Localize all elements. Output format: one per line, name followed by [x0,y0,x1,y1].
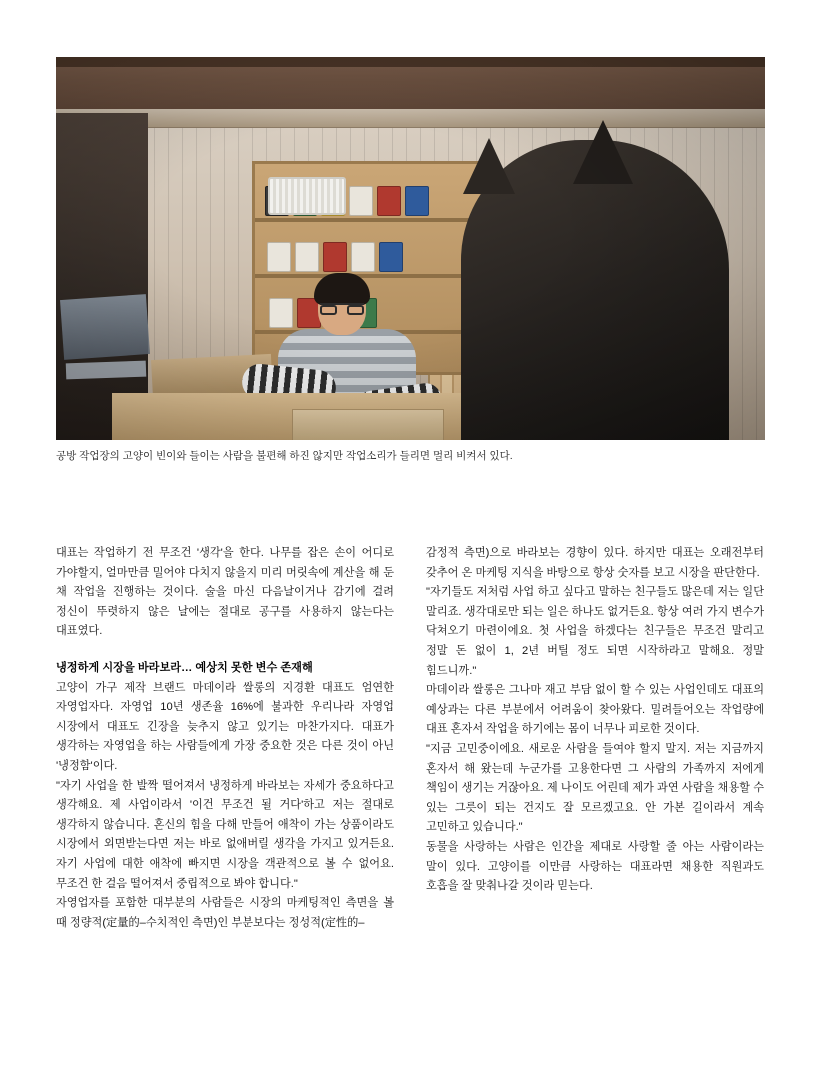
article-photo-block [56,57,765,463]
left-column [56,544,394,933]
paragraph: "자기 사업을 한 발짝 떨어져서 냉정하게 바라보는 자세가 중요하다고 생각해요. 제 사업이라서 '이건 무조건 될 거다'하고 저는 절대로 생각하지 않습니다. 혼신의 힘을 다해 만들어 애착이 가는 상품이라도 시장에서 외면받는다면 저는 바로 없애버릴 생각을 가지고 있거든요. 자기 사업에 대한 애착에 빠지면 시장을 객관적으로 볼 수 없어요. 무조건 한 걸음 떨어져서 중립적으로 봐야 합니다." [56,779,394,890]
paragraph: 감정적 측면)으로 바라보는 경향이 있다. 하지만 대표는 오래전부터 갖추어 온 마케팅 지식을 바탕으로 항상 숫자를 보고 시장을 판단한다. [426,547,764,579]
photo-caption: 공방 작업장의 고양이 빈이와 들이는 사람을 불편해 하진 않지만 작업소리가 들리면 멀리 비켜서 있다. [56,450,513,462]
photo-vignette [56,57,765,440]
right-column [426,544,764,933]
paragraph: 동물을 사랑하는 사람은 인간을 제대로 사랑할 줄 아는 사람이라는 말이 있다. 고양이를 이만큼 사랑하는 대표라면 채용한 직원과도 호흡을 잘 맞춰나갈 것이라 믿는다. [426,840,764,893]
paragraph: 자영업자를 포함한 대부분의 사람들은 시장의 마케팅적인 측면을 볼 때 정량적(定量的–수치적인 측면)인 부분보다는 정성적(定性的– [56,897,394,929]
paragraph: 마데이라 쌀롱은 그나마 재고 부담 없이 할 수 있는 사업인데도 대표의 예상과는 다른 부분에서 어려움이 찾아왔다. 밀려들어오는 작업량에 대표 혼자서 작업을 하기에는 몸이 너무나 피로한 것이다. [426,684,764,736]
paragraph: 대표는 작업하기 전 무조건 '생각'을 한다. 나무를 잡은 손이 어디로 가야할지, 얼마만큼 밀어야 다치지 않을지 미리 머릿속에 계산을 해 둔 채 작업을 진행하는 것이다. 술을 마신 다음날이거나 감기에 걸려 정신이 뚜렷하지 않은 날에는 절대로 공구를 사용하지 않는다는 대표였다. [56,547,394,638]
paragraph: "지금 고민중이에요. 새로운 사람을 들여야 할지 말지. 저는 지금까지 혼자서 해 왔는데 누군가를 고용한다면 그 사람의 가족까지 저에게 책임이 생기는 거잖아요. 제 나이도 어린데 제가 과연 사람을 채용할 수 있는 그릇이 되는 건지도 잘 모르겠고요. 안 가본 길이라서 계속 고민하고 있습니다." [426,742,764,834]
section-subheading: 냉정하게 시장을 바라보라… 예상치 못한 변수 존재해 [56,661,313,674]
paragraph: "자기들도 저처럼 사업 하고 싶다고 말하는 친구들도 많은데 저는 일단 말리죠. 생각대로만 되는 일은 하나도 없거든요. 항상 여러 가지 변수가 닥쳐오기 마련이에요. 첫 사업을 하겠다는 친구들은 무조건 말리고 정말 돈 없이 1, 2년 버틸 정도 되면 시작하라고 말해요. 정말 힘드니까." [426,586,764,677]
workshop-photo [56,57,765,440]
paragraph: 고양이 가구 제작 브랜드 마데이라 쌀롱의 지경환 대표도 엄연한 자영업자다. 자영업 10년 생존율 16%에 불과한 우리나라 자영업 시장에서 대표도 긴장을 늦추지 않고 있기는 마찬가지다. 대표가 생각하는 자영업을 하는 사람들에게 가장 중요한 것은 다른 것이 아닌 '냉정함'이다. [56,681,394,772]
article-body [56,544,765,933]
